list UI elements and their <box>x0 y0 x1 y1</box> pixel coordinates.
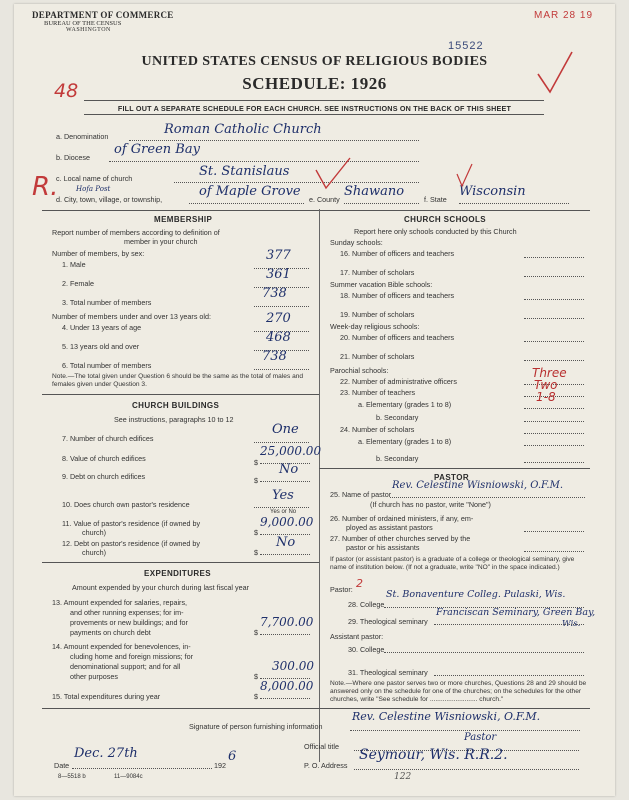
assistant-seminary-label: 31. Theological seminary <box>348 668 428 677</box>
q16-label: 16. Number of officers and teachers <box>340 249 455 258</box>
residence-debt-label-2: church) <box>82 548 106 557</box>
diocese-label: b. Diocese <box>56 153 90 162</box>
dollar-sign: $ <box>254 692 258 701</box>
q22-value: Three <box>532 366 567 380</box>
total-members-value: 738 <box>262 286 287 301</box>
denomination-label: a. Denomination <box>56 132 109 141</box>
q26-label-2: ployed as assistant pastors <box>346 523 433 532</box>
female-value: 361 <box>266 267 291 282</box>
state-label: f. State <box>424 195 447 204</box>
assistant-sub-label: Assistant pastor: <box>330 632 384 641</box>
over-13-value: 468 <box>266 330 291 345</box>
signature-label: Signature of person furnishing information <box>189 722 323 731</box>
instruction-line: FILL OUT A SEPARATE SCHEDULE FOR EACH CHURCH. SEE INSTRUCTIONS ON THE BACK OF THIS SHEET <box>117 104 512 113</box>
pastor-note: Note.—Where one pastor serves two or more churches, Questions 28 and 29 should be answered only on the schedule for one of the churches; on the schedules for the other churches, write "See schedule for .......................... church." <box>330 680 587 704</box>
q23-value: Two <box>534 378 558 392</box>
q13-line-4: payments on church debt <box>70 628 151 637</box>
expenditures-intro: Amount expended by your church during last fiscal year <box>72 583 249 592</box>
total-members-label: 3. Total number of members <box>62 298 152 307</box>
members-by-sex: Number of members, by sex: <box>52 249 145 258</box>
header-rule-top <box>84 100 544 101</box>
q21-label: 21. Number of scholars <box>340 352 415 361</box>
official-title-label: Official title <box>304 742 340 751</box>
q23b-label: b. Secondary <box>376 413 419 422</box>
college-label: 28. College <box>348 600 385 609</box>
yes-no-hint: Yes or No <box>270 509 297 515</box>
po-address-value: Seymour, Wis. R.R.2. <box>359 747 508 763</box>
q18-label: 18. Number of officers and teachers <box>340 291 455 300</box>
form-title: UNITED STATES CENSUS OF RELIGIOUS BODIES <box>141 54 488 69</box>
q14-line-3: denominational support; and for all <box>70 662 181 671</box>
running-expenses-value: 7,700.00 <box>260 615 314 629</box>
schools-heading: CHURCH SCHOOLS <box>404 215 487 224</box>
under-13-label: 4. Under 13 years of age <box>62 323 142 332</box>
schedule-title: SCHEDULE: 1926 <box>242 74 387 93</box>
pastor-sub-label: Pastor: <box>330 585 353 594</box>
edifices-label: 7. Number of church edifices <box>62 434 154 443</box>
state-value: Wisconsin <box>459 184 526 199</box>
po-address-label: P. O. Address <box>304 761 348 770</box>
female-label: 2. Female <box>62 279 94 288</box>
edifices-value: One <box>272 422 299 437</box>
total-members-age-value: 738 <box>262 349 287 364</box>
residence-debt-value: No <box>276 535 296 550</box>
q13-line-1: 13. Amount expended for salaries, repairs, <box>52 598 188 607</box>
edifice-value-value: 25,000.00 <box>260 444 322 458</box>
benevolences-value: 300.00 <box>272 659 314 673</box>
dollar-sign: $ <box>254 628 258 637</box>
graduate-note: If pastor (or assistant pastor) is a graduate of a college or theological seminary, give name of institution below. (If not a graduate, write "NO" in the space indicated.) <box>330 556 575 572</box>
edifice-value-label: 8. Value of church edifices <box>62 454 146 463</box>
page-mark: 48 <box>54 80 79 102</box>
city-note: Hofa Post <box>76 185 111 193</box>
college-value: St. Bonaventure Colleg. Pulaski, Wis. <box>386 589 566 600</box>
seminary-value: Franciscan Seminary, Green Bay, <box>436 607 596 618</box>
signature-value: Rev. Celestine Wisniowski, O.F.M. <box>352 710 541 723</box>
bureau-name: BUREAU OF THE CENSUS <box>44 20 122 27</box>
expenditures-heading: EXPENDITURES <box>144 569 212 578</box>
county-value: Shawano <box>344 184 405 199</box>
dollar-sign: $ <box>254 528 258 537</box>
over-13-label: 5. 13 years old and over <box>62 342 140 351</box>
membership-intro-1: Report number of members according to definition of <box>52 228 220 237</box>
date-label: Date <box>54 761 70 770</box>
red-check-icon <box>314 156 354 192</box>
total-members-age-label: 6. Total number of members <box>62 361 152 370</box>
q27-label-2: pastor or his assistants <box>346 543 420 552</box>
margin-mark: R. <box>32 172 59 202</box>
q17-label: 17. Number of scholars <box>340 268 415 277</box>
census-schedule-sheet <box>14 4 615 796</box>
q23a-label: a. Elementary (grades 1 to 8) <box>358 400 452 409</box>
seminary-label: 29. Theological seminary <box>348 617 428 626</box>
assistant-college-label: 30. College <box>348 645 385 654</box>
edifice-debt-value: No <box>279 462 299 477</box>
parochial-schools: Parochial schools: <box>330 366 389 375</box>
church-name-label: c. Local name of church <box>56 174 133 183</box>
section-divider <box>42 210 590 211</box>
red-check-icon <box>454 162 474 190</box>
total-expenditures-label: 15. Total expenditures during year <box>52 692 161 701</box>
column-divider <box>319 209 320 762</box>
red-check-icon <box>534 48 574 98</box>
q27-label-1: 27. Number of other churches served by the <box>330 534 471 543</box>
bottom-mark: 122 <box>394 772 412 782</box>
schools-intro: Report here only schools conducted by this Church <box>354 227 517 236</box>
seminary-value-2: Wis. <box>562 619 581 629</box>
dollar-sign: $ <box>254 548 258 557</box>
received-stamp: MAR 28 19 <box>534 10 594 21</box>
form-code: 8—5518 b <box>58 774 86 780</box>
sunday-schools: Sunday schools: <box>330 238 383 247</box>
q13-line-3: provements or new buildings; and for <box>70 618 188 627</box>
q24a-label: a. Elementary (grades 1 to 8) <box>358 437 452 446</box>
residence-value-value: 9,000.00 <box>260 515 314 529</box>
membership-intro-2: member in your church <box>124 237 198 246</box>
residence-value-label-1: 11. Value of pastor's residence (if owned by <box>62 519 201 528</box>
membership-heading: MEMBERSHIP <box>154 215 213 224</box>
church-name-value: St. Stanislaus <box>199 164 290 179</box>
q22-label: 22. Number of administrative officers <box>340 377 457 386</box>
dollar-sign: $ <box>254 458 258 467</box>
pastor-mark: 2 <box>356 577 363 590</box>
q24b-label: b. Secondary <box>376 454 419 463</box>
diocese-value: of Green Bay <box>114 142 200 157</box>
edifice-debt-label: 9. Debt on church edifices <box>62 472 146 481</box>
department-name: DEPARTMENT OF COMMERCE <box>32 10 174 20</box>
q13-line-2: and other running expenses; for im- <box>70 608 184 617</box>
date-year-suffix: 6 <box>228 749 237 764</box>
residence-debt-label-1: 12. Debt on pastor's residence (if owned by <box>62 539 201 548</box>
buildings-heading: CHURCH BUILDINGS <box>132 401 220 410</box>
pastor-name-hint: (If church has no pastor, write "None") <box>370 500 491 509</box>
male-value: 377 <box>266 248 291 263</box>
denomination-value: Roman Catholic Church <box>164 122 322 137</box>
date-value: Dec. 27th <box>74 746 138 761</box>
under-13-value: 270 <box>266 311 291 326</box>
form-code-2: 11—9084c <box>114 774 143 780</box>
header-rule-bottom <box>84 114 544 115</box>
dollar-sign: $ <box>254 672 258 681</box>
members-by-age: Number of members under and over 13 years old: <box>52 312 212 321</box>
q14-line-2: cluding home and foreign missions; for <box>70 652 194 661</box>
city-label: d. City, town, village, or township, <box>56 195 163 204</box>
q23-label: 23. Number of teachers <box>340 388 416 397</box>
residence-own-value: Yes <box>272 488 294 503</box>
residence-value-label-2: church) <box>82 528 106 537</box>
q23a-value: 1-8 <box>536 390 556 404</box>
membership-note: Note.—The total given under Question 6 should be the same as the total of males and females given under Question 3. <box>52 373 304 389</box>
serial-number: 15522 <box>448 40 484 52</box>
city-value: of Maple Grove <box>199 184 301 199</box>
q14-line-1: 14. Amount expended for benevolences, in- <box>52 642 191 651</box>
date-year-prefix: 192 <box>214 761 226 770</box>
q20-label: 20. Number of officers and teachers <box>340 333 455 342</box>
pastor-heading: PASTOR <box>434 473 469 482</box>
q24-label: 24. Number of scholars <box>340 425 415 434</box>
q19-label: 19. Number of scholars <box>340 310 415 319</box>
buildings-intro: See instructions, paragraphs 10 to 12 <box>114 415 234 424</box>
pastor-name-label: 25. Name of pastor <box>330 490 392 499</box>
residence-own-label: 10. Does church own pastor's residence <box>62 500 190 509</box>
official-title-value: Pastor <box>464 732 497 743</box>
male-label: 1. Male <box>62 260 86 269</box>
city-name: WASHINGTON <box>66 27 111 33</box>
total-expenditures-value: 8,000.00 <box>260 679 314 693</box>
pastor-name-value: Rev. Celestine Wisniowski, O.F.M. <box>392 480 564 491</box>
dollar-sign: $ <box>254 476 258 485</box>
q14-line-4: other purposes <box>70 672 118 681</box>
q26-label-1: 26. Number of ordained ministers, if any, em- <box>330 514 474 523</box>
summer-schools: Summer vacation Bible schools: <box>330 280 433 289</box>
county-label: e. County <box>309 195 340 204</box>
weekday-schools: Week-day religious schools: <box>330 322 420 331</box>
